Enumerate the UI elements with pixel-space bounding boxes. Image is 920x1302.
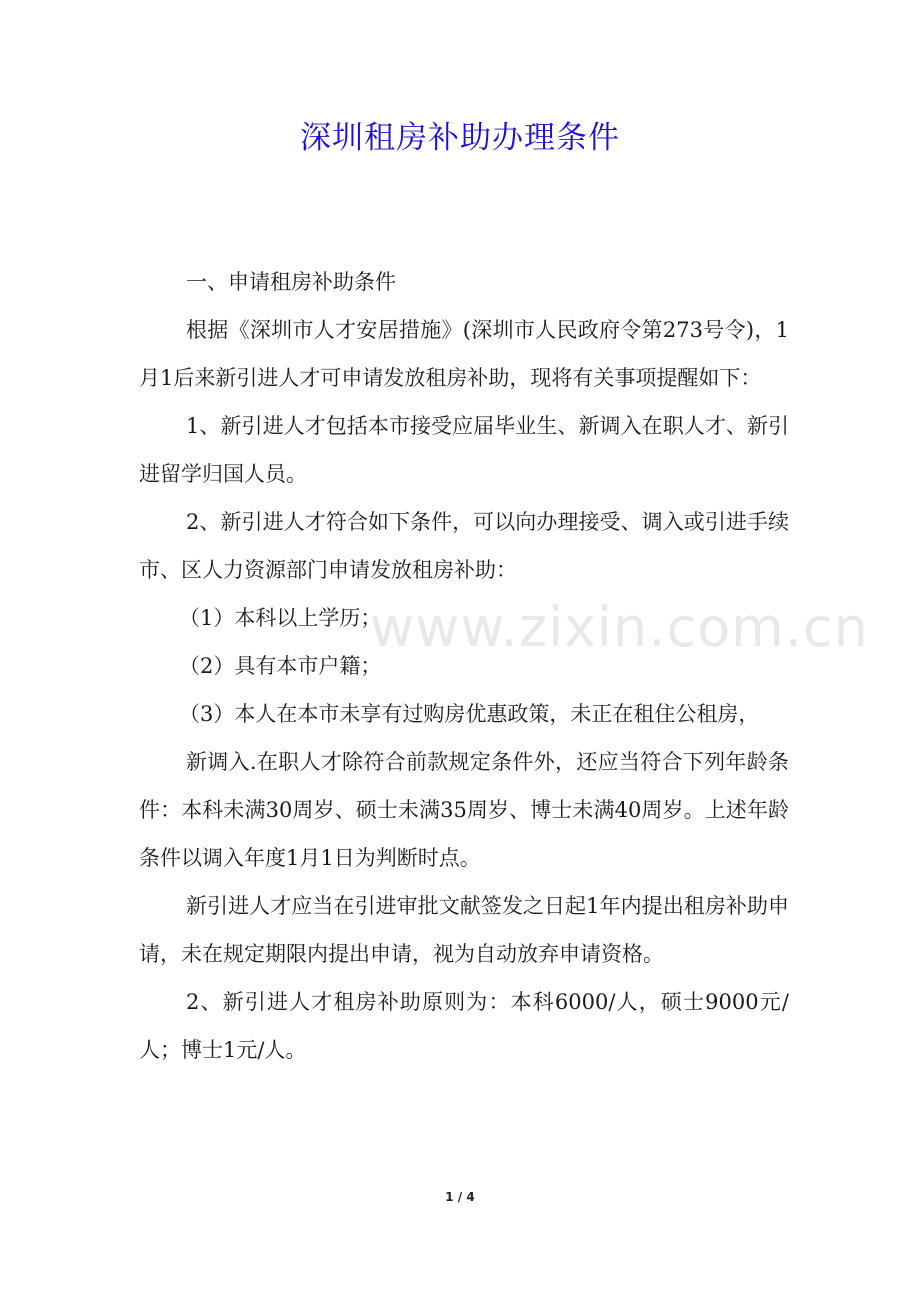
watermark-text: www.zixin.com.cn — [370, 596, 869, 659]
paragraph-age-conditions: 新调入.在职人才除符合前款规定条件外，还应当符合下列年龄条件：本科未满30周岁、硕士未满35周岁、博士未满40周岁。上述年龄条件以调入年度1月1日为判断时点。 — [139, 750, 789, 870]
section-heading: 一、申请租房补助条件 — [186, 270, 396, 294]
condition-2: （2）具有本市户籍； — [179, 654, 382, 678]
condition-3: （3）本人在本市未享有过购房优惠政策，未正在租住公租房， — [179, 702, 760, 726]
condition-1: （1）本科以上学历； — [179, 606, 382, 630]
document-body — [139, 258, 789, 1074]
page-number: 1 / 4 — [445, 1190, 475, 1204]
paragraph-item-1: 1、新引进人才包括本市接受应届毕业生、新调入在职人才、新引进留学归国人员。 — [139, 414, 789, 486]
document-title: 深圳租房补助办理条件 — [300, 120, 620, 156]
paragraph-deadline: 新引进人才应当在引进审批文献签发之日起1年内提出租房补助申请，未在规定期限内提出申请，视为自动放弃申请资格。 — [139, 894, 789, 966]
paragraph-item-2: 2、新引进人才符合如下条件，可以向办理接受、调入或引进手续市、区人力资源部门申请发放租房补助： — [139, 510, 789, 582]
paragraph-intro: 根据《深圳市人才安居措施》(深圳市人民政府令第273号令)，1月1后来新引进人才可申请发放租房补助，现将有关事项提醒如下： — [139, 318, 789, 390]
paragraph-subsidy-standard: 2、新引进人才租房补助原则为：本科6000/人，硕士9000元/人；博士1元/人。 — [139, 990, 789, 1062]
